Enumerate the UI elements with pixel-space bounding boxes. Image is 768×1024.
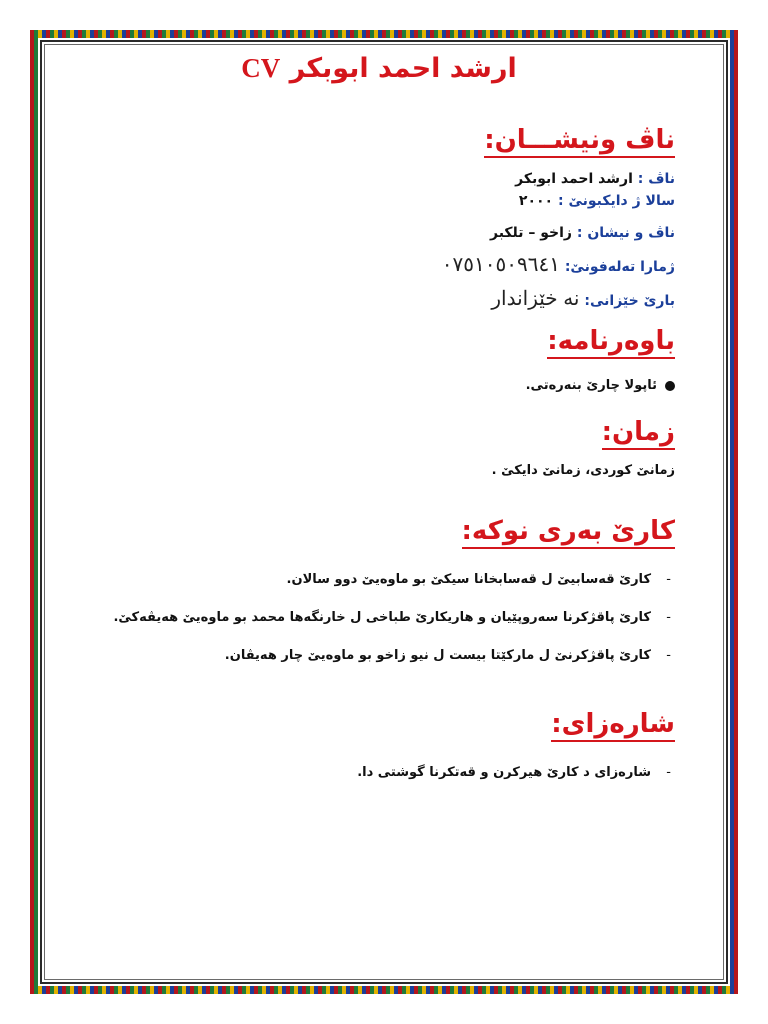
cv-content (75, 50, 675, 798)
info-label: بارێ خێزانی: (584, 293, 675, 309)
cv-title (75, 50, 675, 87)
list-item (75, 567, 675, 593)
education-list (75, 375, 675, 397)
info-label: ناڤ : (637, 171, 675, 187)
education-text: ئاپولا چارێ بنەرەتی. (525, 378, 657, 393)
info-label: ژمارا تەلەفونێ: (564, 259, 675, 275)
list-item (75, 643, 675, 669)
language-text: زمانێ كوردی، زمانێ دایكێ . (491, 463, 675, 478)
list-item (75, 760, 675, 786)
dash-icon: - (666, 610, 671, 625)
cv-tag: CV (241, 53, 281, 83)
contact-heading: ناڤ ونیشـــان: (484, 125, 675, 158)
list-item (75, 605, 675, 631)
experience-text: كارێ پاقژكرنا سەروپێیان و هاریكارێ طباخی ل خارنگەها محمد بو ماوەیێ هەیڤەكێ. (113, 610, 651, 625)
cv-name: ارشد احمد ابوبكر (289, 53, 517, 84)
info-label: سالا ژ دایكبونێ : (557, 193, 675, 209)
dash-icon: - (666, 765, 671, 780)
skills-heading: شارەزای: (551, 709, 675, 742)
education-heading: باوەرنامە: (547, 326, 675, 359)
contact-info (75, 168, 675, 312)
info-row-birth-year (75, 190, 675, 212)
experience-text: كارێ قەسابیێ ل قەسابخانا سیكێ بو ماوەیێ دوو سالان. (286, 572, 651, 587)
dash-icon: - (666, 648, 671, 663)
info-value: ٠٧٥١٠٥٠٩٦٤١ (441, 254, 560, 276)
info-value: ارشد احمد ابوبكر (515, 171, 633, 187)
info-label: ناڤ و نیشان : (576, 225, 675, 241)
info-value: زاخو – تلكبر (489, 225, 572, 241)
bullet-icon (665, 381, 675, 391)
list-item (75, 375, 675, 397)
info-row-marital-status (75, 288, 675, 312)
info-row-phone (75, 254, 675, 278)
experience-text: كارێ پاقژكرنێ ل ماركێتا بیست ل نیو زاخو بو ماوەیێ چار هەیڤان. (224, 648, 651, 663)
skills-text: شارەزای د كارێ هیركرن و قەتكرنا گوشتی دا. (357, 765, 651, 780)
info-row-address (75, 222, 675, 244)
info-value: نه خێزاندار (491, 288, 580, 310)
experience-heading: كارێ بەرى نوكە: (462, 516, 675, 549)
info-row-name (75, 168, 675, 190)
dash-icon: - (666, 572, 671, 587)
info-value: ٢٠٠٠ (518, 193, 554, 209)
language-heading: زمان: (602, 417, 675, 450)
experience-list (75, 567, 675, 669)
skills-list (75, 760, 675, 786)
